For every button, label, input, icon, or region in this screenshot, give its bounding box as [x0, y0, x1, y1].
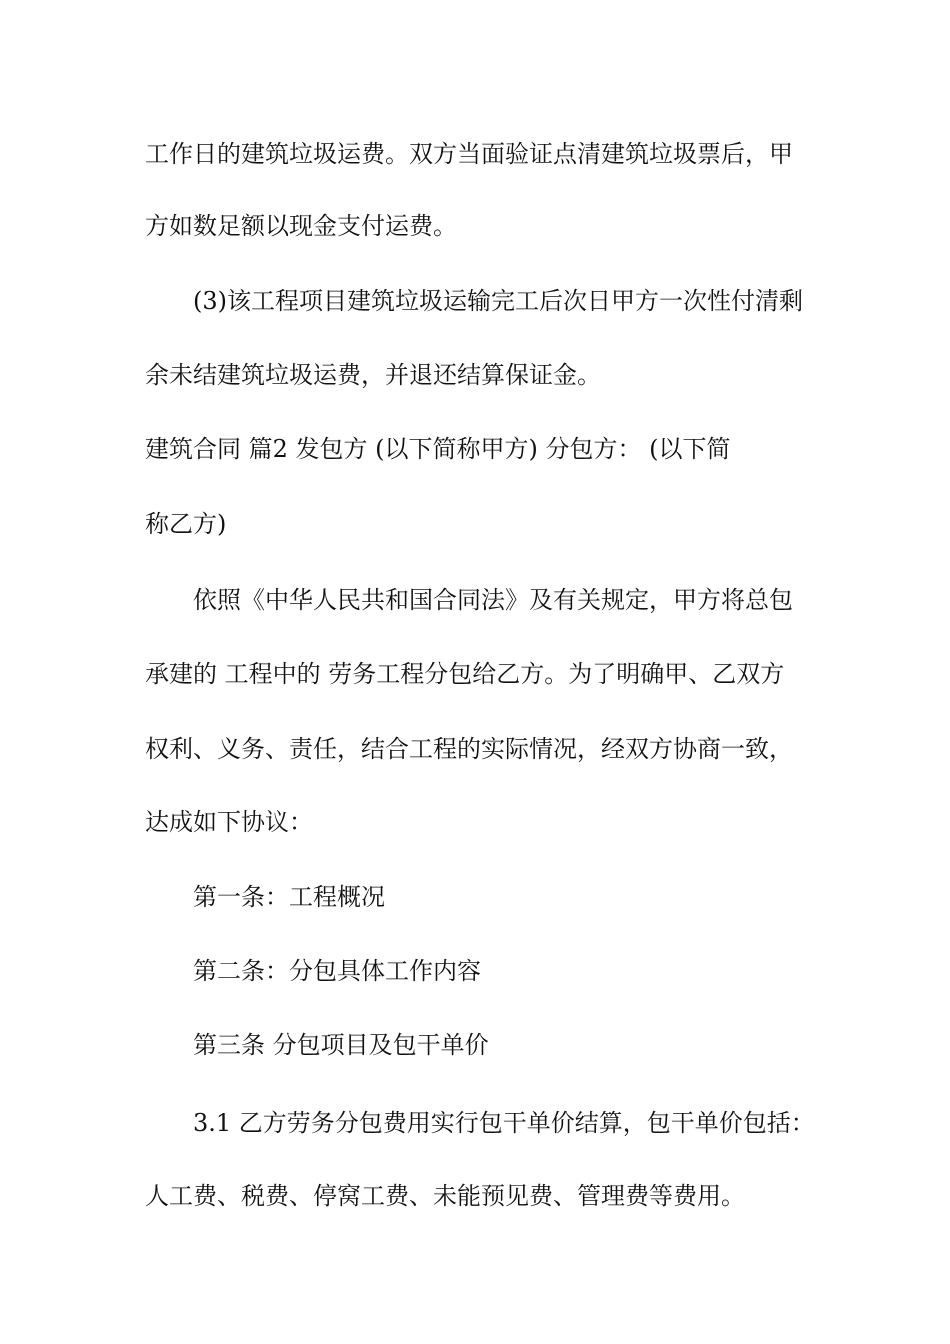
text-line-3: (3)该工程项目建筑垃圾运输完工后次日甲方一次性付清剩 — [193, 287, 803, 315]
clause-3-1-line: 3.1 乙方劳务分包费用实行包干单价结算，包干单价包括： — [193, 1109, 815, 1137]
text-line-7: 依照《中华人民共和国合同法》及有关规定，甲方将总包 — [193, 586, 793, 614]
text-line-10: 达成如下协议： — [145, 808, 313, 836]
text-line-15: 人工费、税费、停窝工费、未能预见费、管理费等费用。 — [145, 1182, 745, 1210]
text-line-2: 方如数足额以现金支付运费。 — [145, 212, 457, 240]
article-2-heading: 第二条：分包具体工作内容 — [193, 957, 481, 985]
section-heading-line: 建筑合同 篇2 发包方 (以下简称甲方) 分包方： (以下简 — [145, 435, 731, 463]
text-line-1: 工作日的建筑垃圾运费。双方当面验证点清建筑垃圾票后，甲 — [145, 140, 793, 168]
article-3-heading: 第三条 分包项目及包干单价 — [193, 1031, 489, 1059]
text-line-4: 余未结建筑垃圾运费，并退还结算保证金。 — [145, 361, 601, 389]
article-1-heading: 第一条：工程概况 — [193, 883, 385, 911]
text-line-9: 权利、义务、责任，结合工程的实际情况，经双方协商一致， — [145, 735, 793, 763]
text-line-6: 称乙方) — [145, 510, 227, 538]
text-line-8: 承建的 工程中的 劳务工程分包给乙方。为了明确甲、乙双方 — [145, 660, 785, 688]
